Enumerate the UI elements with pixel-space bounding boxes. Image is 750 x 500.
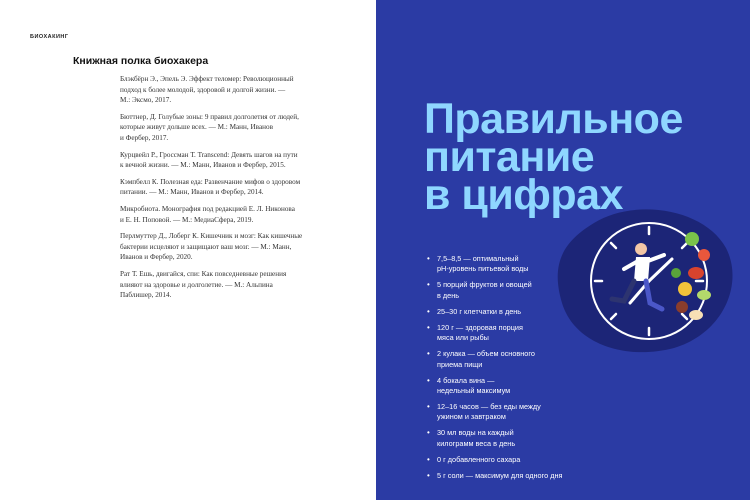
bullet-icon: • — [427, 375, 430, 385]
reference-line: влияют на здоровье и долголетие. — М.: Альпина — [120, 280, 273, 289]
reference-item — [120, 269, 370, 301]
fact-line: 120 г — здоровая порция — [437, 322, 523, 332]
reference-list — [120, 74, 370, 307]
fact-line: 0 г добавленного сахара — [437, 454, 521, 464]
reference-line: которые живут дольше всех. — М.: Манн, Иванов — [120, 123, 273, 132]
fact-item — [427, 307, 607, 317]
fact-item — [427, 471, 607, 481]
fact-line: недельный максимум — [437, 386, 511, 396]
reference-item — [120, 74, 370, 106]
reference-line: подход к более молодой, здоровой и долгой жизни. — — [120, 85, 286, 94]
reference-line: Перлмуттер Д., Лоберг К. Кишечник и мозг: Как кишечные — [120, 232, 303, 241]
reference-line: Бюттнер, Д. Голубые зоны: 9 правил долголетия от людей, — [120, 112, 299, 121]
fact-line: 30 мл воды на каждый — [437, 428, 514, 438]
reference-line: и Е. Н. Поповой. — М.: МедиаСфера, 2019. — [120, 215, 254, 224]
bullet-icon: • — [427, 254, 430, 263]
facts-list — [427, 254, 607, 487]
bullet-icon: • — [427, 322, 430, 332]
running-head: БИОХАКИНГ — [30, 34, 69, 40]
reference-item — [120, 177, 370, 198]
reference-item — [120, 112, 370, 144]
fact-line: 4 бокала вина — — [437, 375, 495, 385]
reference-line: Паблишер, 2014. — [120, 291, 172, 300]
reference-line: Микробиота. Монография под редакцией Е. Л. Никонова — [120, 204, 295, 213]
fact-line: 25–30 г клетчатки в день — [437, 306, 522, 316]
fact-item — [427, 280, 607, 301]
fact-line: приема пищи — [437, 359, 483, 369]
reference-line: Курцвейл Р., Гроссман Т. Transcend: Девять шагов на пути — [120, 150, 298, 159]
fact-line: 5 порций фруктов и овощей — [437, 280, 532, 290]
fact-item — [427, 349, 607, 370]
fact-item — [427, 402, 607, 423]
bullet-icon: • — [427, 470, 430, 480]
fact-line: килограмм веса в день — [437, 438, 516, 448]
headline-line: питание — [424, 133, 595, 181]
fact-item — [427, 323, 607, 344]
headline — [424, 95, 744, 219]
headline-line: Правильное — [424, 95, 683, 143]
fact-line: в день — [437, 290, 460, 300]
reference-item — [120, 150, 370, 171]
reference-item — [120, 231, 370, 263]
headline-line: в цифрах — [424, 171, 623, 219]
fact-line: 12–16 часов — без еды между — [437, 402, 541, 412]
bullet-icon: • — [427, 402, 430, 412]
fact-line: ужином и завтраком — [437, 412, 506, 422]
bullet-icon: • — [427, 349, 430, 359]
reference-line: к вечной жизни. — М.: Манн, Иванов и Фербер, 2015. — [120, 161, 286, 170]
reference-line: М.: Эксмо, 2017. — [120, 96, 172, 105]
fact-line: pH-уровень питьевой воды — [437, 264, 529, 274]
fact-item — [427, 254, 607, 275]
reference-line: и Фербер, 2017. — [120, 133, 169, 142]
reference-line: Кэмпбелл К. Полезная еда: Развенчание мифов о здоровом — [120, 177, 301, 186]
fact-line: 2 кулака — объем основного — [437, 349, 535, 359]
bullet-icon: • — [427, 306, 430, 316]
fact-item — [427, 455, 607, 465]
reference-line: Рат Т. Ешь, двигайся, спи: Как повседневные решения — [120, 269, 287, 278]
right-page — [376, 0, 750, 500]
reference-line: бактерии исцеляют и защищают ваш мозг. — М.: Манн, — [120, 242, 292, 251]
bullet-icon: • — [427, 428, 430, 438]
section-title: Книжная полка биохакера — [73, 55, 209, 67]
fact-line: мяса или рыбы — [437, 333, 489, 343]
reference-line: Блэкбёрн Э., Эпель Э. Эффект теломер: Революционный — [120, 75, 294, 83]
reference-item — [120, 204, 370, 225]
fact-line: 7,5–8,5 — оптимальный — [437, 254, 519, 263]
bullet-icon: • — [427, 280, 430, 290]
fact-item — [427, 376, 607, 397]
reference-line: питании. — М.: Манн, Иванов и Фербер, 2014. — [120, 188, 264, 197]
bullet-icon: • — [427, 454, 430, 464]
fact-item — [427, 428, 607, 449]
reference-line: Иванов и Фербер, 2020. — [120, 253, 193, 262]
fact-line: 5 г соли — максимум для одного дня — [437, 470, 563, 480]
